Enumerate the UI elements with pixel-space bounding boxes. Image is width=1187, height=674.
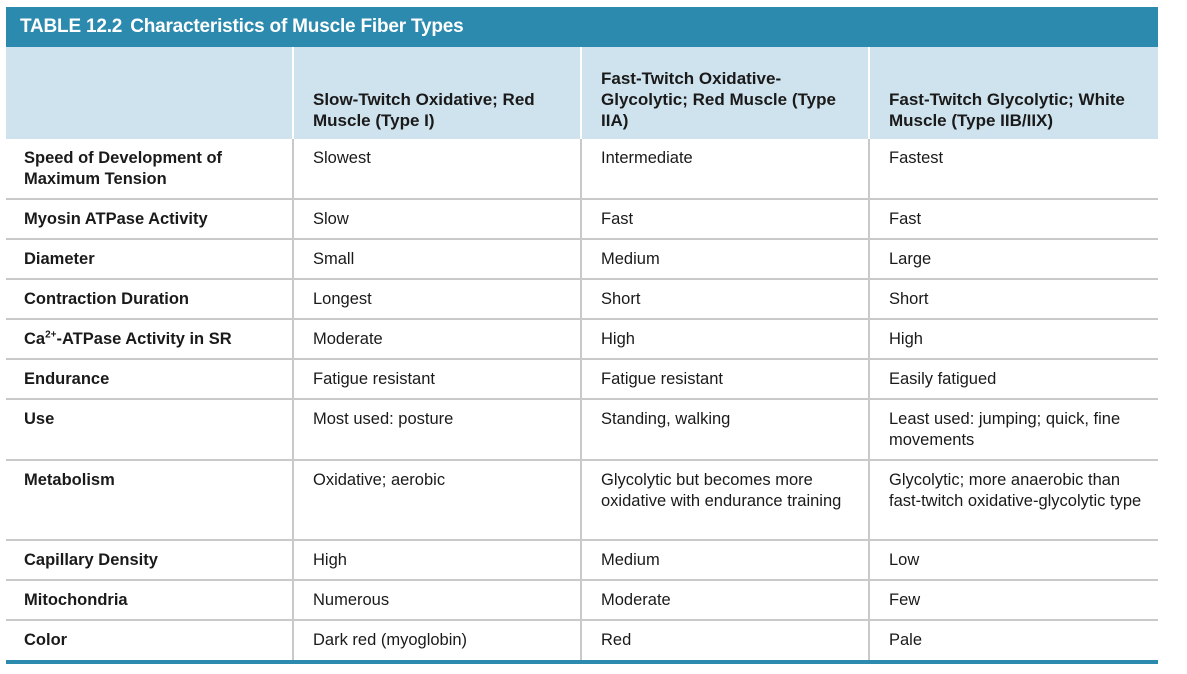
cell: Small <box>293 239 581 279</box>
cell: Medium <box>581 239 869 279</box>
cell: Moderate <box>581 580 869 620</box>
cell: Red <box>581 620 869 660</box>
table-row <box>6 199 1158 239</box>
cell: Slow <box>293 199 581 239</box>
cell: Slowest <box>293 139 581 199</box>
row-label: Myosin ATPase Activity <box>6 199 293 239</box>
row-label-post: -ATPase Activity in SR <box>56 330 232 348</box>
row-label-superscript: 2+ <box>45 329 57 341</box>
cell: Low <box>869 540 1158 580</box>
cell: Glycolytic but becomes more oxidative with endurance training <box>581 460 869 540</box>
cell: Numerous <box>293 580 581 620</box>
cell: Easily fatigued <box>869 359 1158 399</box>
data-table <box>6 47 1158 660</box>
table-row <box>6 279 1158 319</box>
cell: Short <box>869 279 1158 319</box>
row-label <box>6 319 293 359</box>
cell: Fatigue resistant <box>293 359 581 399</box>
cell: Fastest <box>869 139 1158 199</box>
row-label: Speed of Development of Maximum Tension <box>24 149 223 188</box>
table-bottom-rule <box>6 660 1158 664</box>
cell: Dark red (myoglobin) <box>293 620 581 660</box>
cell: Least used: jumping; quick, fine movements <box>869 399 1158 460</box>
cell: Glycolytic; more anaerobic than fast-twitch oxidative-glycolytic type <box>869 460 1158 540</box>
cell: Intermediate <box>581 139 869 199</box>
row-label: Diameter <box>6 239 293 279</box>
table-row <box>6 399 1158 460</box>
row-label: Capillary Density <box>6 540 293 580</box>
cell: High <box>293 540 581 580</box>
cell: Standing, walking <box>581 399 869 460</box>
table-row <box>6 359 1158 399</box>
header-cell-empty <box>6 47 293 139</box>
cell: High <box>869 319 1158 359</box>
cell: Longest <box>293 279 581 319</box>
row-label: Metabolism <box>6 460 293 540</box>
row-label: Endurance <box>6 359 293 399</box>
row-label-pre: Ca <box>24 330 46 348</box>
table-number: TABLE 12.2 <box>20 16 123 37</box>
cell: Large <box>869 239 1158 279</box>
cell: Moderate <box>293 319 581 359</box>
cell: Medium <box>581 540 869 580</box>
cell: Fast <box>869 199 1158 239</box>
cell: Short <box>581 279 869 319</box>
table-row <box>6 319 1158 359</box>
header-row <box>6 47 1158 139</box>
cell: Most used: posture <box>293 399 581 460</box>
muscle-fiber-table <box>6 7 1158 664</box>
cell: Few <box>869 580 1158 620</box>
header-cell-type-iib: Fast-Twitch Glycolytic; White Muscle (Type IIB/IIX) <box>869 47 1158 139</box>
cell: Pale <box>869 620 1158 660</box>
row-label: Contraction Duration <box>6 279 293 319</box>
table-row <box>6 239 1158 279</box>
cell: High <box>581 319 869 359</box>
table-row <box>6 460 1158 540</box>
row-label: Use <box>6 399 293 460</box>
header-cell-type-iia: Fast-Twitch Oxidative-Glycolytic; Red Muscle (Type IIA) <box>581 47 869 139</box>
table-row <box>6 580 1158 620</box>
table-row <box>6 620 1158 660</box>
cell: Fatigue resistant <box>581 359 869 399</box>
cell: Fast <box>581 199 869 239</box>
row-label: Color <box>6 620 293 660</box>
table-row <box>6 139 1158 199</box>
table-row <box>6 540 1158 580</box>
table-title-bar <box>6 7 1158 47</box>
table-title: Characteristics of Muscle Fiber Types <box>130 16 464 37</box>
row-label: Mitochondria <box>6 580 293 620</box>
header-cell-type-i: Slow-Twitch Oxidative; Red Muscle (Type I) <box>293 47 581 139</box>
cell: Oxidative; aerobic <box>293 460 581 540</box>
